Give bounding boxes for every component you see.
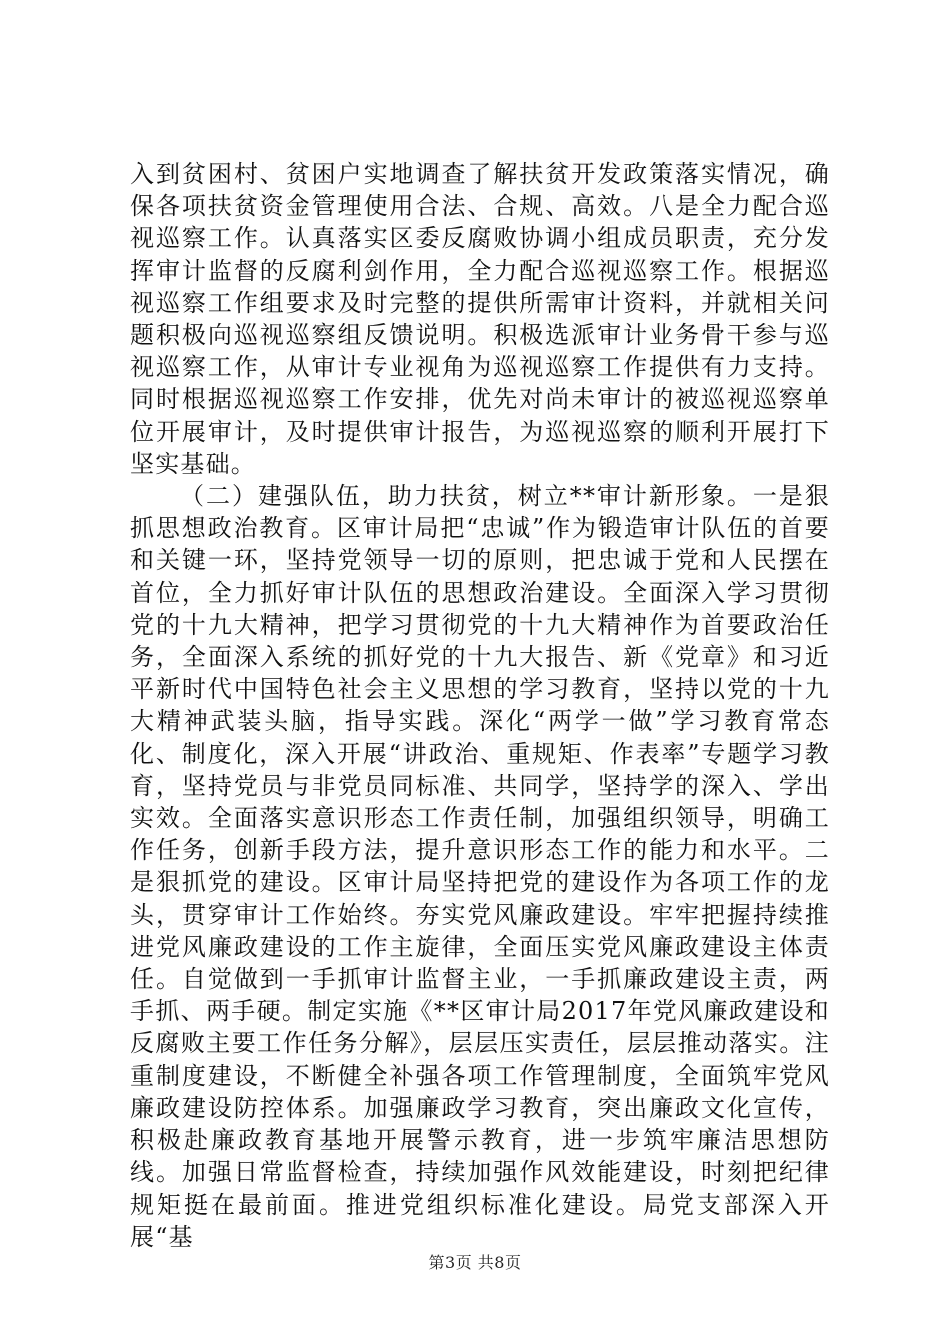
page-number-footer: 第3页 共8页: [428, 1253, 522, 1272]
body-paragraph-2: （二）建强队伍，助力扶贫，树立**审计新形象。一是狠抓思想政治教育。区审计局把“忠诚”作为锻造审计队伍的首要和关键一环，坚持党领导一切的原则，把忠诚于党和人民摆在首位，全力抓好审计队伍的思想政治建设。全面深入学习贯彻党的十九大精神，把学习贯彻党的十九大精神作为首要政治任务，全面深入系统的抓好党的十九大报告、新《党章》和习近平新时代中国特色社会主义思想的学习教育，坚持以党的十九大精神武装头脑，指导实践。深化“两学一做”学习教育常态化、制度化，深入开展“讲政治、重规矩、作表率”专题学习教育，坚持党员与非党员同标准、共同学，坚持学的深入、学出实效。全面落实意识形态工作责任制，加强组织领导，明确工作任务，创新手段方法，提升意识形态工作的能力和水平。二是狠抓党的建设。区审计局坚持把党的建设作为各项工作的龙头，贯穿审计工作始终。夯实党风廉政建设。牢牢把握持续推进党风廉政建设的工作主旋律，全面压实党风廉政建设主体责任。自觉做到一手抓审计监督主业，一手抓廉政建设主责，两手抓、两手硬。制定实施《**区审计局2017年党风廉政建设和反腐败主要工作任务分解》，层层压实责任，层层推动落实。注重制度建设，不断健全补强各项工作管理制度，全面筑牢党风廉政建设防控体系。加强廉政学习教育，突出廉政文化宣传，积极赴廉政教育基地开展警示教育，进一步筑牢廉洁思想防线。加强日常监督检查，持续加强作风效能建设，时刻把纪律规矩挺在最前面。推进党组织标准化建设。局党支部深入开展“基: [130, 482, 830, 1251]
body-paragraph-1: 入到贫困村、贫困户实地调查了解扶贫开发政策落实情况，确保各项扶贫资金管理使用合法、合规、高效。八是全力配合巡视巡察工作。认真落实区委反腐败协调小组成员职责，充分发挥审计监督的反腐利剑作用，全力配合巡视巡察工作。根据巡视巡察工作组要求及时完整的提供所需审计资料，并就相关问题积极向巡视巡察组反馈说明。积极选派审计业务骨干参与巡视巡察工作，从审计专业视角为巡视巡察工作提供有力支持。同时根据巡视巡察工作安排，优先对尚未审计的被巡视巡察单位开展审计，及时提供审计报告，为巡视巡察的顺利开展打下坚实基础。: [130, 160, 830, 478]
document-body: [130, 158, 830, 1253]
